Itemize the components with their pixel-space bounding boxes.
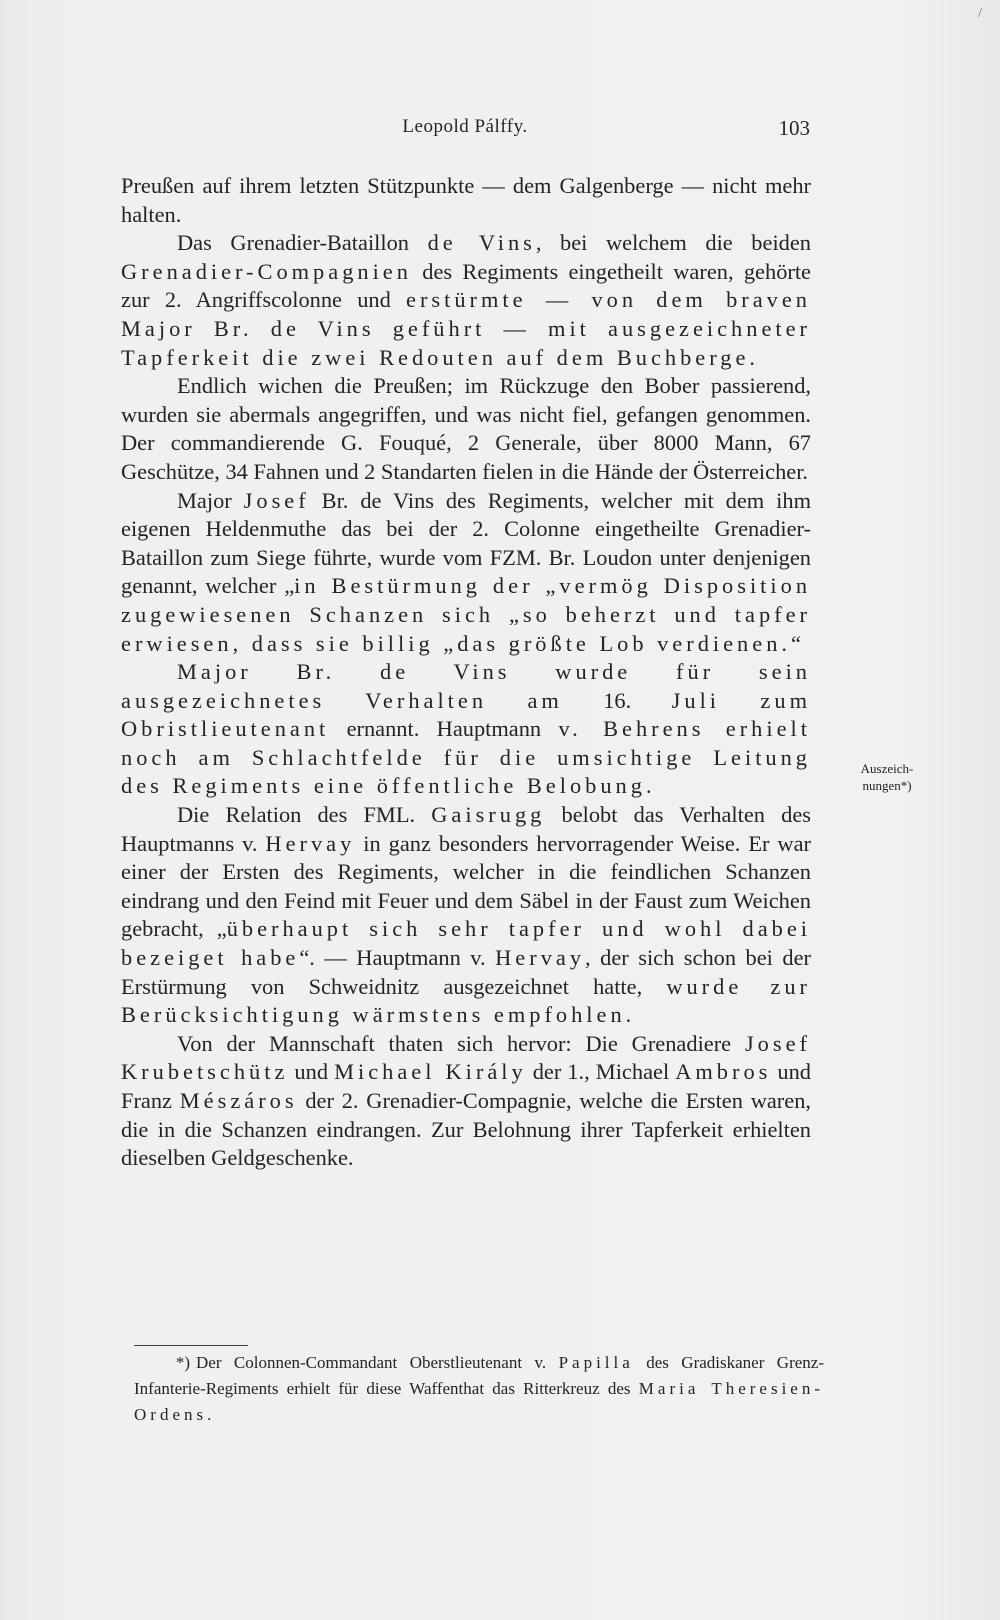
text-segment: des Regiments eingetheilt waren, gehörte zur 2. Angriffscolonne und (121, 258, 811, 313)
text-segment: in ganz besonders hervorragender Weise. Er war einer der Ersten des Regiments, welcher in die feindlichen Schanzen eindrang und den Feind mit Feuer und dem Säbel in der Faust zum Weichen gebracht, „ (121, 830, 811, 942)
text-segment: “. — Hauptmann v. (299, 945, 496, 971)
text-segment: “ (790, 630, 801, 656)
footnote-text (134, 1353, 824, 1424)
spaced-text-segment: Juli zum Obristlieutenant (121, 687, 811, 742)
margin-note-line: Auszeich- (860, 761, 914, 776)
running-head (120, 116, 810, 146)
paragraph (121, 172, 811, 229)
spaced-text-segment: Gaisrugg (431, 802, 546, 828)
text-segment: Das Grenadier-Bataillon (177, 230, 428, 256)
paragraph (121, 658, 811, 801)
footnote-mark: *) (175, 1353, 190, 1372)
paragraph (121, 801, 811, 1030)
text-segment: , der sich schon bei der Erstürmung von Schweidnitz ausgezeichnet hatte, (121, 945, 811, 999)
spaced-text-segment: Hervay (495, 945, 586, 971)
paragraph (121, 1030, 811, 1173)
text-segment: der 1., Michael (526, 1059, 676, 1085)
text-segment: ernannt. Hauptmann (329, 716, 559, 742)
text-segment: Major (177, 487, 244, 513)
spaced-text-segment: Maria Theresien-Ordens (134, 1379, 825, 1424)
spaced-text-segment: in Bestürmung der „vermög Disposition zugewiesenen Schanzen sich „so beherzt und tapfer erwiesen, dass sie billig „das größte Lob verdienen. (121, 573, 812, 656)
spaced-text-segment: Hervay (265, 830, 356, 856)
text-segment: . (207, 1405, 212, 1424)
spaced-text-segment: Josef (243, 487, 310, 513)
paragraph (121, 372, 811, 486)
body-text (121, 172, 811, 1173)
spaced-text-segment: Grenadier-Compagnien (121, 258, 412, 284)
text-segment: belobt das Verhalten des Hauptmanns v. (121, 802, 811, 856)
page-number: 103 (778, 116, 810, 140)
paragraph (121, 487, 811, 659)
spaced-text-segment: wurde zur Berücksichtigung wärmstens empfohlen. (121, 973, 811, 1028)
margin-note (842, 760, 932, 794)
spaced-text-segment: Michael Király (334, 1059, 527, 1085)
spaced-text-segment: Major Br. de Vins wurde für sein ausgezeichnetes Verhalten am (121, 659, 811, 713)
text-segment: Preußen auf ihrem letzten Stützpunkte — dem Galgenberge — nicht mehr halten. (121, 173, 811, 227)
text-segment: der 2. Grenadier-Compagnie, welche die Ersten waren, die in die Schanzen eindrangen. Zur Belohnung ihrer Tapferkeit erhielten dieselben Geldgeschenke. (121, 1088, 811, 1171)
paragraph (121, 229, 811, 372)
text-segment: Von der Mannschaft thaten sich hervor: Die Grenadiere (177, 1030, 745, 1056)
text-segment: und Franz (121, 1059, 812, 1113)
footnote (134, 1350, 824, 1428)
spaced-text-segment: Mészáros (179, 1088, 298, 1113)
text-segment: Der Colonnen-Commandant Oberstlieutenant v. (196, 1353, 559, 1372)
spaced-text-segment: Josef Krubetschütz (121, 1030, 811, 1085)
spaced-text-segment: v. Behrens erhielt noch am Schlachtfelde für die umsichtige Leitung des Regiments eine öffentliche Belobung. (121, 716, 811, 799)
footnote-rule (134, 1345, 248, 1346)
spaced-text-segment: Papilla (558, 1353, 634, 1372)
text-segment: 16. (603, 687, 632, 713)
text-segment: des Gradiskaner Grenz-Infanterie-Regiments erhielt für diese Waffenthat das Ritterkreuz des (134, 1353, 824, 1398)
spaced-text-segment: erstürmte — von dem braven Major Br. de Vins geführt — mit ausgezeichneter Tapferkeit die zwei Redouten auf dem Buchberge. (121, 287, 811, 370)
margin-note-line: nungen*) (862, 778, 912, 793)
text-segment: und (288, 1059, 335, 1085)
text-segment: Br. de Vins des Regiments, welcher mit dem ihm eigenen Heldenmuthe das bei der 2. Colonne eingetheilte Grenadier-Bataillon zum Siege führte, wurde vom FZM. Br. Loudon unter denjenigen genannt, welcher „ (121, 487, 811, 599)
running-title: Leopold Pálffy. (402, 116, 528, 137)
spaced-text-segment: de Vins (427, 230, 536, 256)
spaced-text-segment: überhaupt sich sehr tapfer und wohl dabei bezeiget habe (121, 916, 812, 971)
text-segment: , bei welchem die beiden (535, 230, 811, 256)
stray-pencil-mark: / (978, 6, 982, 21)
spaced-text-segment: Ambros (675, 1059, 772, 1085)
text-segment: Endlich wichen die Preußen; im Rückzuge den Bober passierend, wurden sie abermals angegriffen, und was nicht fiel, gefangen genommen. Der commandierende G. Fouqué, 2 Generale, über 8000 Mann, 67 Geschütze, 34 Fahnen und 2 Standarten fielen in die Hände der Österreicher. (121, 373, 811, 484)
text-segment: Die Relation des FML. (177, 802, 432, 828)
